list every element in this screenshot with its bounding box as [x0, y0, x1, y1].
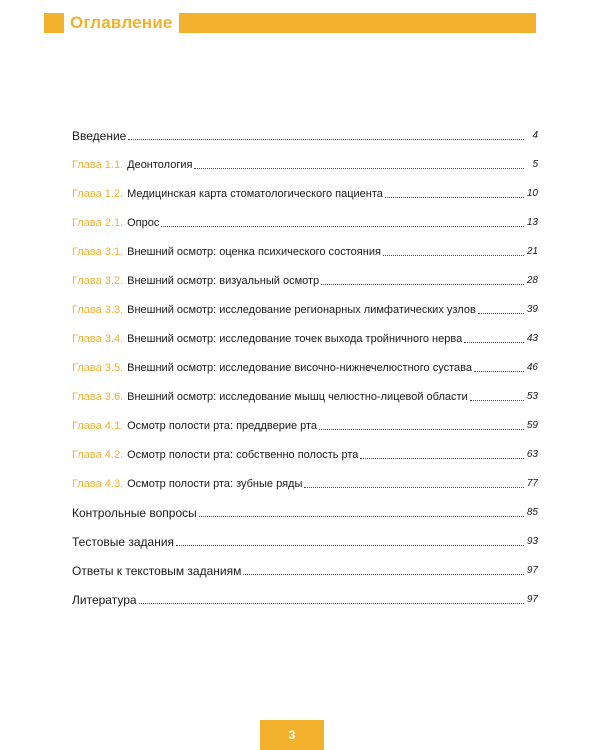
toc-chapter-number: Глава 3.4.: [72, 333, 124, 345]
toc-page-number: 53: [526, 391, 538, 402]
toc-dot-leader: [243, 573, 524, 575]
toc-chapter-number: Глава 3.2.: [72, 275, 124, 287]
toc-chapter-number: Глава 4.3.: [72, 478, 124, 490]
toc-entry[interactable]: [72, 375, 538, 404]
toc-page-number: 59: [526, 420, 538, 431]
toc-entry[interactable]: [72, 404, 538, 433]
toc-title: Осмотр полости рта: собственно полость рта: [127, 449, 359, 461]
toc-title: Ответы к текстовым заданиям: [72, 564, 242, 578]
toc-title: Внешний осмотр: исследование височно-нижнечелюстного сустава: [127, 362, 472, 374]
toc-page-number: 13: [526, 217, 538, 228]
toc-chapter-number: Глава 4.2.: [72, 449, 124, 461]
toc-page-number: 21: [526, 246, 538, 257]
toc-dot-leader: [319, 428, 524, 430]
toc-entry[interactable]: [72, 346, 538, 375]
toc-title: Осмотр полости рта: преддверие рта: [127, 420, 318, 432]
toc-chapter-number: Глава 3.1.: [72, 246, 124, 258]
header-accent-block: [44, 13, 64, 33]
toc-title: Внешний осмотр: исследование мышц челюстно-лицевой области: [127, 391, 468, 403]
toc-title: Опрос: [127, 217, 160, 229]
toc-entry[interactable]: [72, 230, 538, 259]
toc-title: Контрольные вопросы: [72, 506, 197, 520]
toc-dot-leader: [478, 312, 524, 314]
header-accent-bar: [179, 13, 536, 33]
toc-title: Литература: [72, 593, 137, 607]
toc-page-number: 43: [526, 333, 538, 344]
toc-entry[interactable]: [72, 433, 538, 462]
toc-entry[interactable]: [72, 143, 538, 172]
toc-dot-leader: [139, 602, 524, 604]
toc-entry[interactable]: [72, 491, 538, 520]
toc-entry[interactable]: [72, 288, 538, 317]
toc-dot-leader: [321, 283, 524, 285]
toc-entry[interactable]: [72, 317, 538, 346]
toc-page-number: 10: [526, 188, 538, 199]
toc-entry[interactable]: [72, 172, 538, 201]
toc-page-number: 77: [526, 478, 538, 489]
toc-dot-leader: [383, 254, 524, 256]
toc-entry[interactable]: [72, 114, 538, 143]
toc-dot-leader: [304, 486, 524, 488]
toc-title: Введение: [72, 129, 127, 143]
toc-chapter-number: Глава 3.6.: [72, 391, 124, 403]
section-header: [44, 13, 536, 33]
toc-page-number: 63: [526, 449, 538, 460]
page-number-tab: [260, 720, 324, 750]
toc-chapter-number: Глава 1.1.: [72, 159, 124, 171]
toc-title: Внешний осмотр: исследование точек выхода тройничного нерва: [127, 333, 463, 345]
page-number: 3: [288, 728, 296, 742]
toc-dot-leader: [464, 341, 524, 343]
toc-page-number: 85: [526, 507, 538, 518]
toc-chapter-number: Глава 2.1.: [72, 217, 124, 229]
toc-dot-leader: [161, 225, 524, 227]
toc-chapter-number: Глава 3.3.: [72, 304, 124, 316]
toc-chapter-number: Глава 4.1.: [72, 420, 124, 432]
toc-page-number: 46: [526, 362, 538, 373]
toc-page-number: 4: [532, 130, 538, 141]
toc-page-number: 93: [526, 536, 538, 547]
toc-title: Осмотр полости рта: зубные ряды: [127, 478, 303, 490]
toc-dot-leader: [194, 167, 524, 169]
toc-title: Внешний осмотр: оценка психического состояния: [127, 246, 381, 258]
toc-page-number: 5: [532, 159, 538, 170]
toc-entry[interactable]: [72, 201, 538, 230]
toc-entry[interactable]: [72, 520, 538, 549]
toc-title: Медицинская карта стоматологического пациента: [127, 188, 383, 200]
toc-entry[interactable]: [72, 462, 538, 491]
toc-dot-leader: [474, 370, 524, 372]
toc-dot-leader: [360, 457, 524, 459]
toc-title: Внешний осмотр: визуальный осмотр: [127, 275, 320, 287]
toc-page-number: 97: [526, 565, 538, 576]
toc-page-number: 39: [526, 304, 538, 315]
toc-dot-leader: [385, 196, 524, 198]
toc-title: Внешний осмотр: исследование регионарных лимфатических узлов: [127, 304, 476, 316]
toc-dot-leader: [199, 515, 524, 517]
toc-chapter-number: Глава 3.5.: [72, 362, 124, 374]
toc-entry[interactable]: [72, 259, 538, 288]
toc-title: Деонтология: [127, 159, 193, 171]
toc-dot-leader: [176, 544, 524, 546]
toc-dot-leader: [128, 138, 524, 140]
toc-dot-leader: [470, 399, 524, 401]
toc-chapter-number: Глава 1.2.: [72, 188, 124, 200]
toc-entry[interactable]: [72, 578, 538, 607]
toc-title: Тестовые задания: [72, 535, 175, 549]
toc-page-number: 97: [526, 594, 538, 605]
toc-page-number: 28: [526, 275, 538, 286]
toc-entry[interactable]: [72, 549, 538, 578]
table-of-contents: [72, 114, 538, 607]
page-title: Оглавление: [70, 13, 173, 32]
